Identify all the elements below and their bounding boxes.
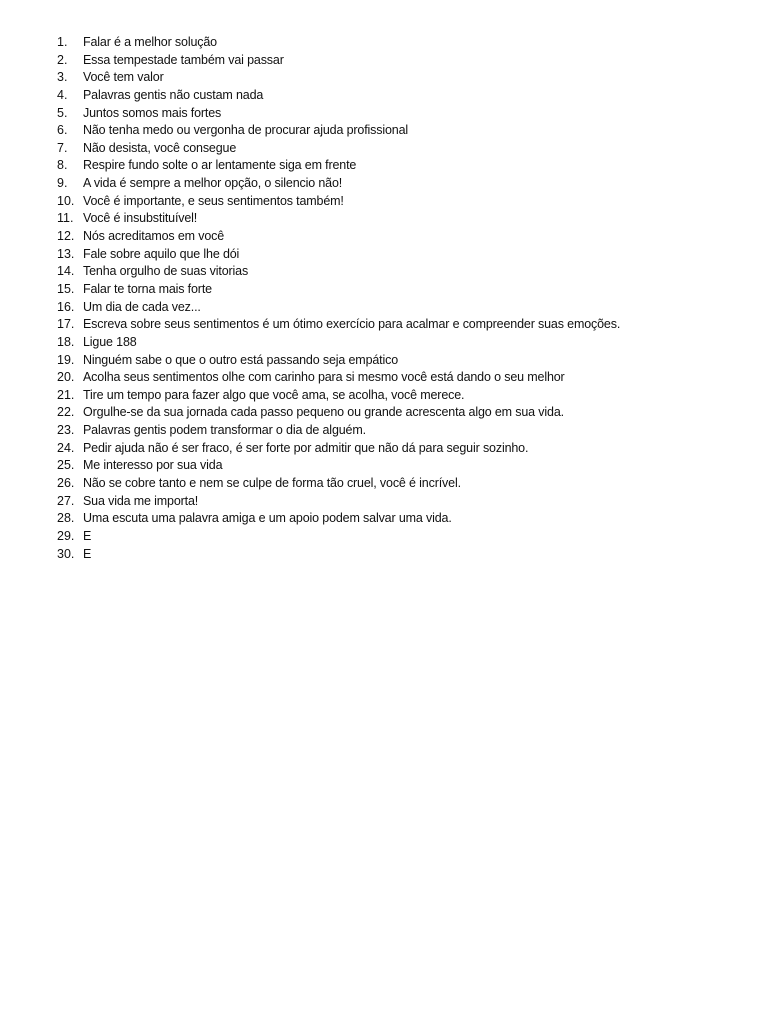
item-text: Falar é a melhor solução (83, 35, 217, 49)
list-item (57, 440, 620, 458)
list-item (57, 528, 620, 546)
item-text: Fale sobre aquilo que lhe dói (83, 246, 240, 261)
list-item (57, 404, 620, 422)
list-item (57, 263, 620, 281)
item-text: Ligue 188 (83, 334, 137, 349)
item-text: Uma escuta uma palavra amiga e um apoio podem salvar uma vida. (83, 511, 452, 526)
item-number: 13. (57, 246, 75, 261)
list-item (57, 193, 620, 211)
item-text: Tire um tempo para fazer algo que você ama, se acolha, você merece. (83, 387, 465, 402)
item-text: Você tem valor (83, 70, 164, 85)
item-number: 11. (57, 211, 74, 226)
item-text: Escreva sobre seus sentimentos é um ótimo exercício para acalmar e compreender suas emoções. (83, 317, 621, 332)
item-text: Palavras gentis não custam nada (83, 87, 264, 102)
list-item (57, 334, 620, 352)
list-item (57, 510, 620, 528)
item-number: 25. (57, 458, 75, 473)
item-text: Me interesso por sua vida (83, 458, 223, 473)
item-number: 18. (57, 334, 75, 349)
list-item (57, 422, 620, 440)
list-item (57, 105, 620, 123)
item-text: Ninguém sabe o que o outro está passando seja empático (83, 352, 399, 367)
item-text: Você é insubstituível! (83, 211, 198, 226)
list-item (57, 157, 620, 175)
list-item (57, 493, 620, 511)
item-number: 14. (57, 264, 75, 279)
item-text: Não tenha medo ou vergonha de procurar ajuda profissional (83, 123, 409, 138)
item-text: Palavras gentis podem transformar o dia de alguém. (83, 423, 366, 438)
item-number: 29. (57, 528, 75, 543)
list-item (57, 246, 620, 264)
item-text: Pedir ajuda não é ser fraco, é ser forte por admitir que não dá para seguir sozinho. (83, 440, 529, 455)
item-text: Essa tempestade também vai passar (83, 52, 284, 67)
item-text: Um dia de cada vez... (83, 299, 201, 314)
item-number: 8. (57, 158, 68, 173)
item-number: 5. (57, 105, 68, 120)
list-item (57, 87, 620, 105)
list-item (57, 210, 620, 228)
item-text: E (83, 528, 92, 543)
list-item (57, 316, 620, 334)
item-text: E (83, 546, 92, 561)
list-item (57, 369, 620, 387)
item-number: 15. (57, 281, 75, 296)
item-number: 20. (57, 370, 75, 385)
item-number: 17. (57, 317, 75, 332)
item-number: 21. (57, 387, 75, 402)
item-number: 4. (57, 87, 68, 102)
item-number: 10. (57, 193, 75, 208)
item-number: 2. (57, 52, 68, 67)
item-text: Tenha orgulho de suas vitorias (83, 264, 249, 279)
item-number: 23. (57, 423, 75, 438)
item-number: 7. (57, 140, 68, 155)
item-number: 24. (57, 440, 75, 455)
list-item (57, 175, 620, 193)
item-number: 9. (57, 176, 68, 191)
item-text: Orgulhe-se da sua jornada cada passo pequeno ou grande acrescenta algo em sua vida. (83, 405, 564, 420)
item-text: Falar te torna mais forte (83, 281, 212, 296)
list-item (57, 140, 620, 158)
item-text: Nós acreditamos em você (83, 229, 225, 244)
item-text: Sua vida me importa! (83, 493, 199, 508)
item-number: 22. (57, 405, 75, 420)
item-number: 16. (57, 299, 75, 314)
item-number: 19. (57, 352, 75, 367)
item-number: 30. (57, 546, 75, 561)
list-item (57, 475, 620, 493)
list-item (57, 387, 620, 405)
list-item (57, 457, 620, 475)
item-text: Não se cobre tanto e nem se culpe de forma tão cruel, você é incrível. (83, 476, 461, 491)
list-item (57, 34, 620, 52)
item-text: A vida é sempre a melhor opção, o silencio não! (83, 176, 343, 191)
item-number: 27. (57, 493, 75, 508)
item-text: Respire fundo solte o ar lentamente siga em frente (83, 158, 357, 173)
list-item (57, 69, 620, 87)
item-number: 28. (57, 511, 75, 526)
list-item (57, 228, 620, 246)
numbered-list (57, 34, 620, 563)
list-item (57, 281, 620, 299)
item-text: Acolha seus sentimentos olhe com carinho para si mesmo você está dando o seu melhor (83, 370, 565, 385)
item-text: Você é importante, e seus sentimentos também! (83, 193, 344, 208)
item-number: 1. (57, 35, 68, 49)
list-item (57, 352, 620, 370)
list-item (57, 52, 620, 70)
item-text: Não desista, você consegue (83, 140, 237, 155)
list-item (57, 122, 620, 140)
list-item (57, 546, 620, 564)
item-text: Juntos somos mais fortes (83, 105, 222, 120)
item-number: 26. (57, 476, 75, 491)
item-number: 12. (57, 229, 75, 244)
item-number: 6. (57, 123, 68, 138)
item-number: 3. (57, 70, 68, 85)
list-item (57, 299, 620, 317)
